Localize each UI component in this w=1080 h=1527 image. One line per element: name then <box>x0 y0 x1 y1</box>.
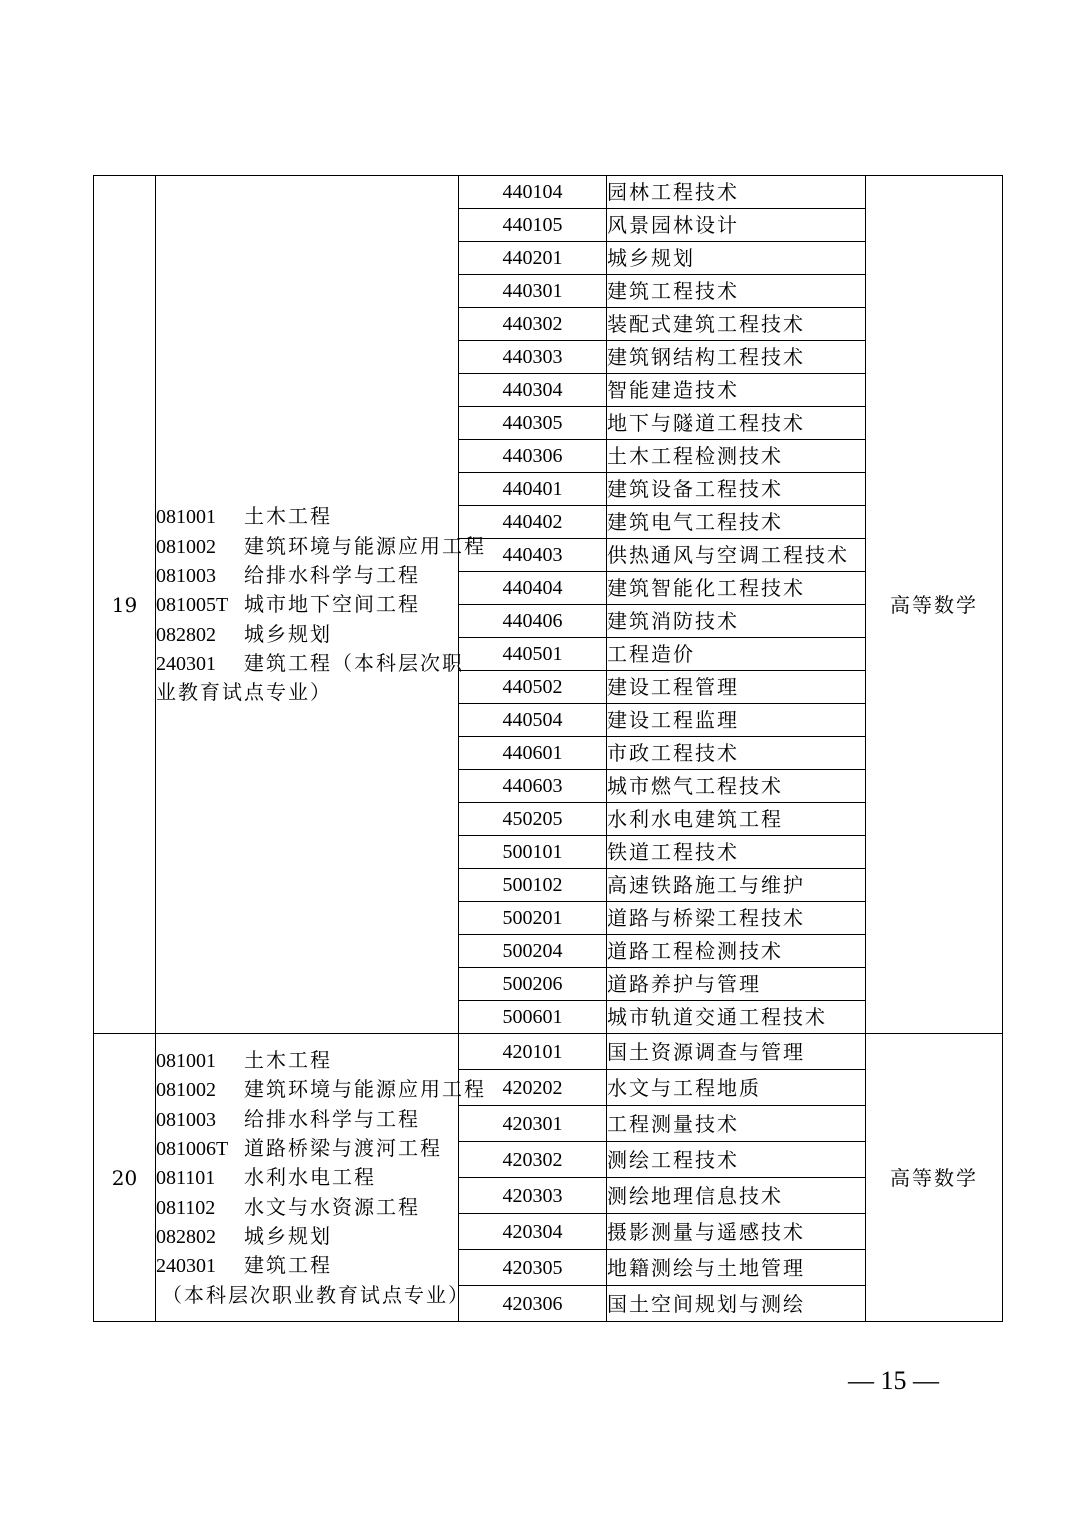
undergrad-major-name: 建筑工程 <box>244 1253 332 1278</box>
undergrad-major-code: 082802 <box>156 623 216 646</box>
table-row <box>94 176 1003 209</box>
vocational-major-code: 440404 <box>459 572 607 605</box>
vocational-major-code: 500102 <box>459 869 607 902</box>
undergrad-major-name: 城乡规划 <box>244 621 332 646</box>
vocational-major-name: 市政工程技术 <box>607 737 866 770</box>
vocational-major-name: 道路与桥梁工程技术 <box>607 902 866 935</box>
undergrad-major-item <box>156 1134 458 1163</box>
vocational-major-name: 建筑电气工程技术 <box>607 506 866 539</box>
vocational-major-name: 城市轨道交通工程技术 <box>607 1001 866 1034</box>
undergrad-major-item <box>156 1222 458 1251</box>
vocational-major-code: 420302 <box>459 1142 607 1178</box>
vocational-major-code: 500201 <box>459 902 607 935</box>
vocational-major-code: 420304 <box>459 1214 607 1250</box>
vocational-major-name: 土木工程检测技术 <box>607 440 866 473</box>
vocational-major-code: 440104 <box>459 176 607 209</box>
vocational-major-name: 城市燃气工程技术 <box>607 770 866 803</box>
group-index: 19 <box>94 176 156 1034</box>
undergrad-major-item <box>156 1075 486 1104</box>
vocational-major-name: 国土空间规划与测绘 <box>607 1286 866 1322</box>
major-table <box>93 175 1003 1322</box>
vocational-major-name: 园林工程技术 <box>607 176 866 209</box>
undergrad-major-item <box>156 590 458 619</box>
vocational-major-name: 风景园林设计 <box>607 209 866 242</box>
undergrad-major-name: 土木工程 <box>244 1048 332 1073</box>
undergrad-major-item <box>156 1105 458 1134</box>
undergrad-major-code: 081003 <box>156 1108 216 1131</box>
undergrad-major-item <box>156 649 464 678</box>
undergrad-major-item <box>156 1046 458 1075</box>
vocational-major-code: 440105 <box>459 209 607 242</box>
vocational-major-code: 420202 <box>459 1070 607 1106</box>
undergrad-major-item <box>156 1163 458 1192</box>
vocational-major-code: 440406 <box>459 605 607 638</box>
undergrad-majors-cell <box>156 1034 486 1322</box>
group-index: 20 <box>94 1034 156 1322</box>
vocational-major-code: 440301 <box>459 275 607 308</box>
undergrad-major-name: 建筑工程（本科层次职 <box>244 650 464 675</box>
vocational-major-name: 水文与工程地质 <box>607 1070 866 1106</box>
vocational-major-code: 440303 <box>459 341 607 374</box>
vocational-major-code: 440201 <box>459 242 607 275</box>
vocational-major-name: 道路养护与管理 <box>607 968 866 1001</box>
undergrad-majors-cell <box>156 176 486 1034</box>
undergrad-major-item <box>156 620 458 649</box>
vocational-major-code: 440305 <box>459 407 607 440</box>
vocational-major-name: 摄影测量与遥感技术 <box>607 1214 866 1250</box>
undergrad-major-code: 081006T <box>156 1138 229 1161</box>
vocational-major-name: 供热通风与空调工程技术 <box>607 539 866 572</box>
page-number: — 15 — <box>848 1366 939 1395</box>
major-table-body <box>94 176 1003 1322</box>
undergrad-major-item <box>156 1193 458 1222</box>
vocational-major-code: 440501 <box>459 638 607 671</box>
vocational-major-code: 440304 <box>459 374 607 407</box>
undergrad-major-name: 水利水电工程 <box>244 1165 376 1190</box>
undergrad-major-code: 081002 <box>156 535 216 558</box>
undergrad-major-name: 城乡规划 <box>244 1223 332 1248</box>
vocational-major-code: 440502 <box>459 671 607 704</box>
undergrad-major-code: 240301 <box>156 652 216 675</box>
vocational-major-name: 智能建造技术 <box>607 374 866 407</box>
vocational-major-name: 建筑设备工程技术 <box>607 473 866 506</box>
vocational-major-code: 440504 <box>459 704 607 737</box>
undergrad-major-code: 082802 <box>156 1225 216 1248</box>
vocational-major-name: 铁道工程技术 <box>607 836 866 869</box>
vocational-major-code: 500601 <box>459 1001 607 1034</box>
vocational-major-code: 440401 <box>459 473 607 506</box>
vocational-major-code: 440302 <box>459 308 607 341</box>
vocational-major-name: 建筑钢结构工程技术 <box>607 341 866 374</box>
vocational-major-name: 建设工程管理 <box>607 671 866 704</box>
undergrad-major-item <box>156 532 486 561</box>
vocational-major-code: 440603 <box>459 770 607 803</box>
undergrad-major-item <box>156 561 458 590</box>
undergrad-major-code: 081003 <box>156 565 216 588</box>
vocational-major-name: 建筑工程技术 <box>607 275 866 308</box>
vocational-major-name: 道路工程检测技术 <box>607 935 866 968</box>
undergrad-major-item <box>156 1251 458 1280</box>
vocational-major-name: 水利水电建筑工程 <box>607 803 866 836</box>
vocational-major-name: 城乡规划 <box>607 242 866 275</box>
vocational-major-name: 地籍测绘与土地管理 <box>607 1250 866 1286</box>
vocational-major-code: 440403 <box>459 539 607 572</box>
table-row <box>94 1034 1003 1070</box>
vocational-major-name: 国土资源调查与管理 <box>607 1034 866 1070</box>
vocational-major-name: 测绘工程技术 <box>607 1142 866 1178</box>
vocational-major-name: 建筑消防技术 <box>607 605 866 638</box>
vocational-major-name: 地下与隧道工程技术 <box>607 407 866 440</box>
undergrad-major-code: 081002 <box>156 1079 216 1102</box>
vocational-major-name: 工程造价 <box>607 638 866 671</box>
vocational-major-code: 440306 <box>459 440 607 473</box>
undergrad-major-code: 081102 <box>156 1196 216 1219</box>
vocational-major-name: 测绘地理信息技术 <box>607 1178 866 1214</box>
exam-subject: 高等数学 <box>866 1034 1003 1322</box>
undergrad-major-name: 给排水科学与工程 <box>244 1106 420 1131</box>
vocational-major-name: 建设工程监理 <box>607 704 866 737</box>
undergrad-major-name: 建筑环境与能源应用工程 <box>244 533 486 558</box>
vocational-major-code: 500204 <box>459 935 607 968</box>
vocational-major-code: 440402 <box>459 506 607 539</box>
vocational-major-name: 装配式建筑工程技术 <box>607 308 866 341</box>
vocational-major-name: 工程测量技术 <box>607 1106 866 1142</box>
vocational-major-code: 420305 <box>459 1250 607 1286</box>
vocational-major-code: 420306 <box>459 1286 607 1322</box>
undergrad-major-name: 道路桥梁与渡河工程 <box>244 1136 442 1161</box>
vocational-major-code: 450205 <box>459 803 607 836</box>
undergrad-major-name: 给排水科学与工程 <box>244 563 420 588</box>
undergrad-major-code: 081001 <box>156 1050 216 1073</box>
undergrad-major-code: 081101 <box>156 1167 216 1190</box>
undergrad-major-name: 土木工程 <box>244 504 332 529</box>
undergrad-major-note: 业教育试点专业） <box>156 680 332 705</box>
undergrad-major-code: 081005T <box>156 594 229 617</box>
undergrad-major-note: （本科层次职业教育试点专业） <box>162 1282 470 1307</box>
undergrad-major-item <box>156 502 458 531</box>
vocational-major-code: 420101 <box>459 1034 607 1070</box>
undergrad-major-code: 240301 <box>156 1255 216 1278</box>
vocational-major-name: 建筑智能化工程技术 <box>607 572 866 605</box>
vocational-major-code: 500101 <box>459 836 607 869</box>
undergrad-major-name: 城市地下空间工程 <box>244 592 420 617</box>
vocational-major-name: 高速铁路施工与维护 <box>607 869 866 902</box>
undergrad-major-name: 建筑环境与能源应用工程 <box>244 1077 486 1102</box>
vocational-major-code: 420303 <box>459 1178 607 1214</box>
vocational-major-code: 500206 <box>459 968 607 1001</box>
undergrad-major-code: 081001 <box>156 506 216 529</box>
vocational-major-code: 420301 <box>459 1106 607 1142</box>
undergrad-major-name: 水文与水资源工程 <box>244 1194 420 1219</box>
vocational-major-code: 440601 <box>459 737 607 770</box>
exam-subject: 高等数学 <box>866 176 1003 1034</box>
